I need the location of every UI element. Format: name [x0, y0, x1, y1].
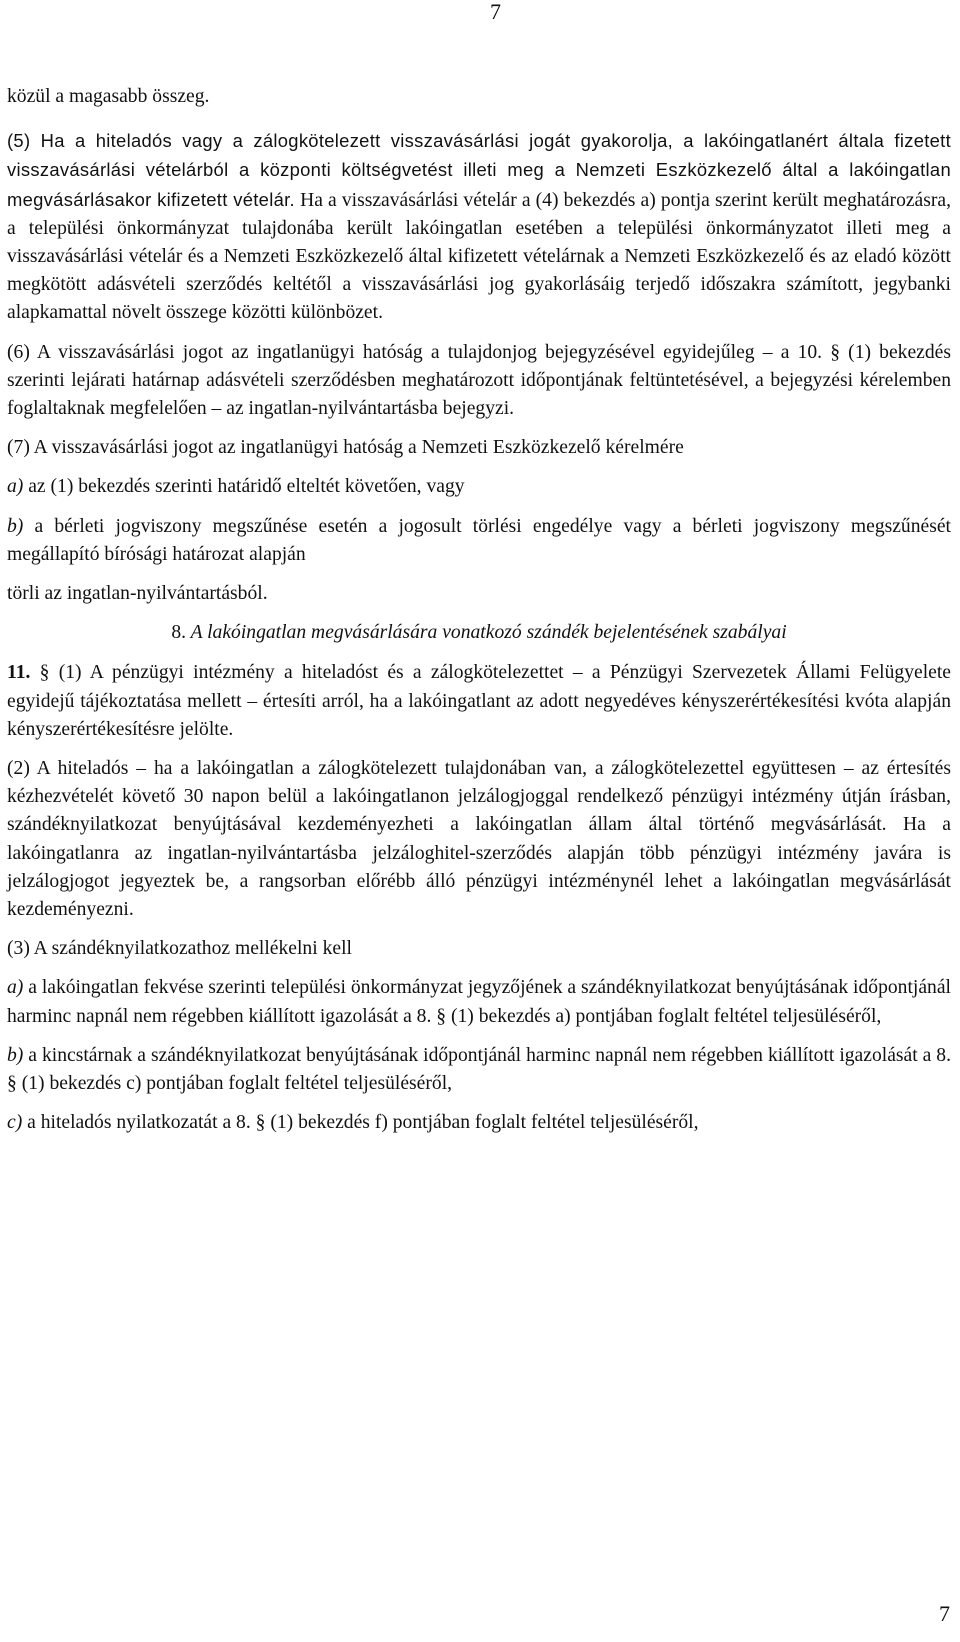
paragraph-7-intro: (7) A visszavásárlási jogot az ingatlanügyi hatóság a Nemzeti Eszközkezelő kérelmére: [7, 437, 684, 459]
section-11-paragraph-3-b-text: a kincstárnak a szándéknyilatkozat benyújtásának időpontjánál harminc napnál nem régebben kiállított igazolását a 8. § (1) bekezdés c) pontjában foglalt feltétel teljesüléséről,: [7, 1044, 951, 1095]
paragraph-6: (6) A visszavásárlási jogot az ingatlanügyi hatóság a tulajdonjog bejegyzésével egyidejűleg – a 10. § (1) bekezdés szerinti lejárati határnap adásvételi szerződésben meghatározott időpontjának feltüntetésével, a bejegyzési kérelemben foglaltaknak megfelelően – az ingatlan-nyilvántartásba bejegyzi.: [7, 341, 951, 420]
paragraph-intro: közül a magasabb összeg.: [7, 86, 210, 107]
page-number-bottom: 7: [939, 1601, 950, 1626]
paragraph-7-a-text: az (1) bekezdés szerinti határidő elteltét követően, vagy: [23, 476, 465, 498]
paragraph-7-a: [7, 473, 951, 501]
section-heading-8: [7, 619, 951, 647]
document-body: [7, 83, 951, 1149]
paragraph-7-outro: törli az ingatlan-nyilvántartásból.: [7, 583, 268, 605]
section-11-paragraph-3-a-label: a): [7, 977, 24, 999]
paragraph-7-a-label: a): [7, 476, 24, 498]
page-number-top: 7: [490, 0, 501, 24]
section-11-paragraph-3-a-text: a lakóingatlan fekvése szerinti települési önkormányzat jegyzőjének a szándéknyilatkozat benyújtásának időpontjánál harminc napnál nem régebben kiállított igazolását a 8. § (1) bekezdés a) pontjában foglalt feltétel teljesüléséről,: [7, 977, 951, 1027]
section-11-paragraph-2: (2) A hiteladós – ha a lakóingatlan a zálogkötelezett tulajdonában van, a zálogkötelezettel együttesen – az értesítés kézhezvételét követő 30 napon belül a lakóingatlanon jelzálogjoggal rendelkező pénzügyi intézmény útján írásban, szándéknyilatkozat benyújtásával kezdeményezheti a lakóingatlan állam által történő megvásárlását. Ha a lakóingatlanra az ingatlan-nyilvántartásba jelzáloghitel-szerződés alapján több pénzügyi intézmény javára is jelzálogjogot jegyeztek be, a rangsorban előrébb álló pénzügyi intézménynél lehet a lakóingatlan megvásárlását kezdeményezni.: [7, 758, 951, 921]
section-11-paragraph-3-c-label: c): [7, 1112, 23, 1134]
section-11-paragraph-3-b-label: b): [7, 1044, 24, 1066]
paragraph-5-part1: (5) Ha a hiteladós vagy a zálogkötelezett visszavásárlási jogát gyakorolja, a lakóingatlanért általa fizetett visszavásárlási vételárból a központi költségvetést illeti meg a Nemzeti Eszközkezelő által a lakóingatlan megvásárlásakor kifizetett vételár.: [7, 130, 951, 210]
section-11-paragraph-3-intro: (3) A szándéknyilatkozathoz mellékelni kell: [7, 938, 352, 960]
section-11-paragraph-3-c-text: a hiteladós nyilatkozatát a 8. § (1) bekezdés f) pontjában foglalt feltétel teljesüléséről,: [22, 1112, 699, 1134]
paragraph-7-b-text: a bérleti jogviszony megszűnése esetén a jogosult törlési engedélye vagy a bérleti jogviszony megszűnését megállapító bírósági határozat alapján: [7, 515, 951, 565]
section-11-label: 11.: [7, 662, 31, 684]
section-11-paragraph-1-text: § (1) A pénzügyi intézmény a hiteladóst és a zálogkötelezettet – a Pénzügyi Szervezetek Állami Felügyelete egyidejű tájékoztatása mellett – értesíti arról, ha a lakóingatlant az adott negyedéves kényszerértékesítési kvóta alapján kényszerértékesítésre jelölte.: [7, 662, 951, 740]
paragraph-5-part2: Ha a visszavásárlási vételár a (4) bekezdés a) pontja szerint került meghatározásra, a települési önkormányzat tulajdonába került lakóingatlan esetében a települési önkormányzatot illeti meg a visszavásárlási vételár és a Nemzeti Eszközkezelő által kifizetett vételárnak a Nemzeti Eszközkezelő és az eladó között megkötött adásvételi szerződés keltétől a visszavásárlási jog gyakorlásáig terjedő időszakra számított, jegybanki alapkamattal növelt összege közötti különbözet.: [7, 189, 952, 324]
section-11-paragraph-3-c: [7, 1109, 951, 1137]
section-11-paragraph-3-b: [7, 1042, 951, 1098]
paragraph-7-b: [7, 513, 951, 569]
paragraph-5: [7, 127, 951, 327]
paragraph-7-b-label: b): [7, 515, 24, 537]
section-11-paragraph-1: [7, 659, 951, 744]
section-11-paragraph-3-a: [7, 974, 951, 1030]
section-heading-title: A lakóingatlan megvásárlására vonatkozó szándék bejelentésének szabályai: [186, 622, 787, 644]
section-heading-number: 8.: [171, 622, 187, 644]
